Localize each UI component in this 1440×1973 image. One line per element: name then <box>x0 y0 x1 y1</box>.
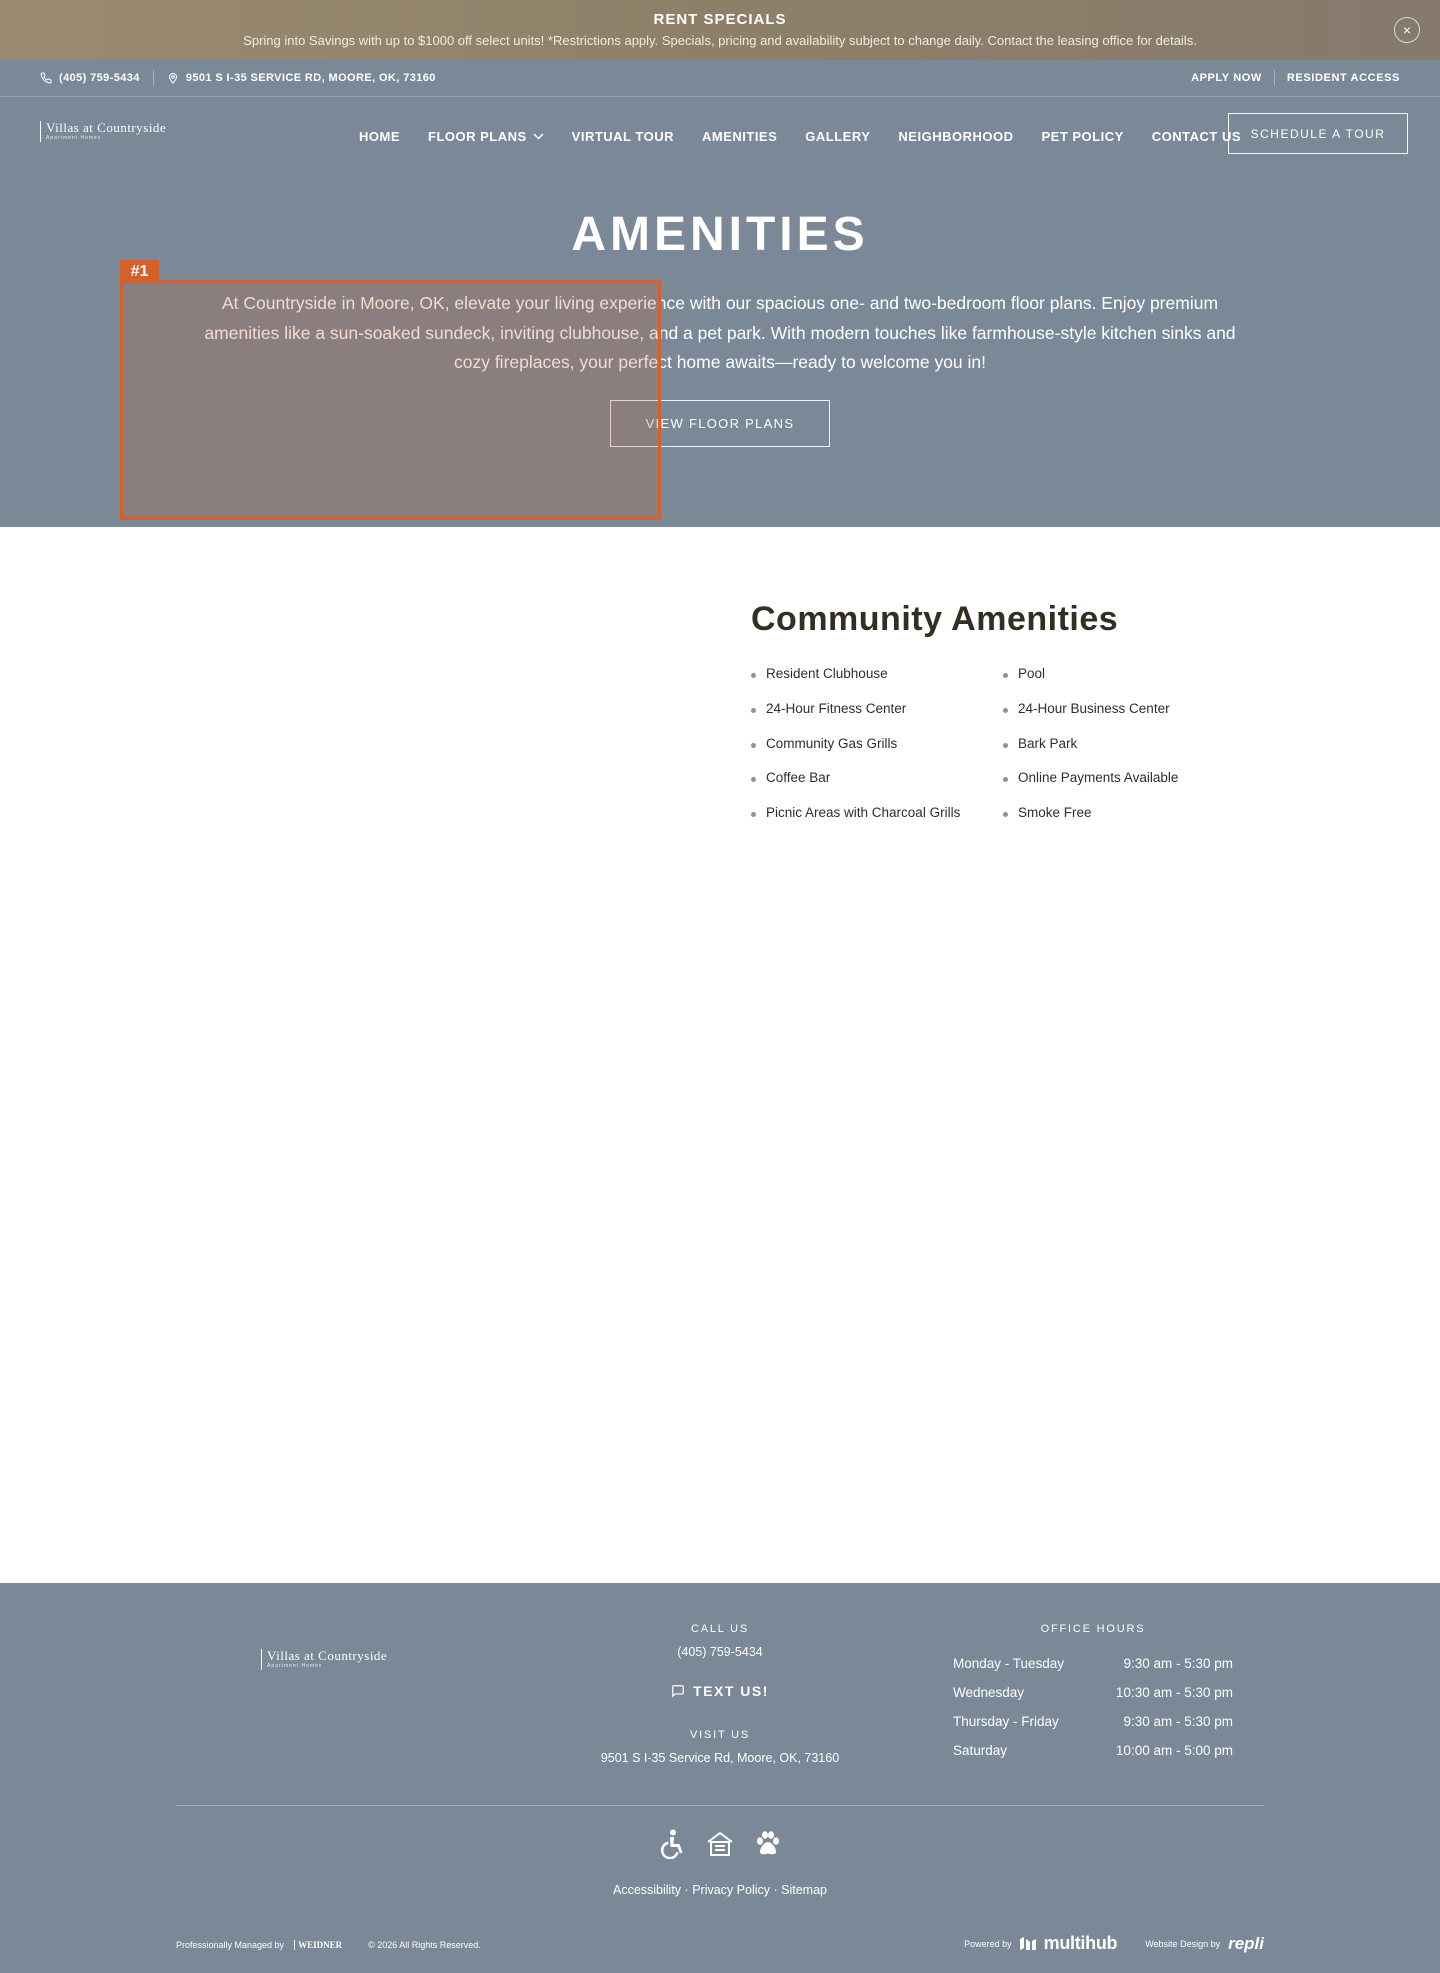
contact-info <box>40 70 436 86</box>
view-floor-plans-button[interactable]: VIEW FLOOR PLANS <box>610 400 830 447</box>
close-icon[interactable]: × <box>1394 17 1420 43</box>
footer-icons <box>0 1829 1440 1859</box>
multihub-logo-icon <box>1020 1937 1036 1950</box>
page-title: AMENITIES <box>571 208 869 261</box>
link-separator: · <box>684 1883 689 1897</box>
hours-row <box>953 1656 1233 1685</box>
management-info <box>176 1940 481 1950</box>
hours-row <box>953 1743 1233 1772</box>
managed-by-label: Professionally Managed by <box>176 1940 285 1950</box>
hours-row <box>953 1714 1233 1743</box>
hours-day: Saturday <box>953 1743 1008 1758</box>
nav-home[interactable]: HOME <box>359 129 400 144</box>
promo-text: Spring into Savings with up to $1000 off select units! *Restrictions apply. Specials, pricing and availability subject to change daily. Contact the leasing office for details. <box>243 33 1197 48</box>
list-item: Online Payments Available <box>1003 770 1178 805</box>
hours-time: 9:30 am - 5:30 pm <box>1123 1656 1233 1671</box>
divider <box>1274 70 1275 86</box>
hours-time: 10:00 am - 5:00 pm <box>1115 1743 1233 1758</box>
paw-icon <box>753 1829 783 1859</box>
list-item: Pool <box>1003 666 1178 701</box>
annotation-marker-box <box>120 280 661 520</box>
list-item: Community Gas Grills <box>751 736 960 771</box>
hours-row <box>953 1685 1233 1714</box>
credits <box>964 1933 1264 1954</box>
nav-virtual-tour[interactable]: VIRTUAL TOUR <box>571 129 674 144</box>
logo-name: Villas at Countryside <box>46 120 167 135</box>
resident-access-link[interactable]: RESIDENT ACCESS <box>1286 72 1400 84</box>
list-item: 24-Hour Business Center <box>1003 701 1178 736</box>
office-hours-label: OFFICE HOURS <box>1040 1623 1146 1635</box>
text-us-label: TEXT US! <box>693 1683 769 1699</box>
top-bar <box>0 60 1440 97</box>
footer-logo-name: Villas at Countryside <box>267 1648 388 1663</box>
hours-time: 10:30 am - 5:30 pm <box>1115 1685 1233 1700</box>
hours-day: Monday - Tuesday <box>953 1656 1065 1671</box>
multihub-logo[interactable]: multihub <box>1043 1933 1118 1953</box>
nav-links <box>359 129 1269 144</box>
footer-logo[interactable] <box>261 1649 387 1670</box>
hero-description: At Countryside in Moore, OK, elevate your living experience with our spacious one- and two-bedroom floor plans. Enjoy premium amenities like a sun-soaked sundeck, inviting clubhouse, and a pet park. With modern touches like farmhouse-style kitchen sinks and cozy fireplaces, your perfect home awaits—ready to welcome you in! <box>204 293 1236 372</box>
address-link[interactable] <box>167 72 436 84</box>
schedule-tour-button[interactable]: SCHEDULE A TOUR <box>1228 113 1408 154</box>
chevron-down-icon <box>533 133 544 140</box>
amenities-list-right <box>1003 666 1178 840</box>
list-item: Bark Park <box>1003 736 1178 771</box>
office-hours <box>953 1623 1233 1772</box>
list-item: Coffee Bar <box>751 770 960 805</box>
visit-us-label: VISIT US <box>689 1729 751 1741</box>
promo-title: RENT SPECIALS <box>653 11 787 28</box>
footer-divider <box>176 1805 1264 1806</box>
repli-logo[interactable]: repli <box>1228 1933 1264 1953</box>
nav-gallery[interactable]: GALLERY <box>805 129 871 144</box>
footer-address-link[interactable]: 9501 S I-35 Service Rd, Moore, OK, 73160 <box>600 1751 840 1765</box>
amenities-heading: Community Amenities <box>751 600 1119 638</box>
apply-now-link[interactable]: APPLY NOW <box>1191 72 1262 84</box>
footer-links <box>0 1883 1440 1897</box>
address-text: 9501 S I-35 SERVICE RD, MOORE, OK, 73160 <box>185 72 436 84</box>
phone-number: (405) 759-5434 <box>59 72 140 84</box>
logo-sub: Apartment Homes <box>46 135 102 141</box>
nav-floor-plans-label: FLOOR PLANS <box>428 129 527 144</box>
nav-amenities[interactable]: AMENITIES <box>701 129 778 144</box>
equal-housing-icon <box>705 1829 735 1859</box>
list-item: Resident Clubhouse <box>751 666 960 701</box>
promo-banner <box>0 0 1440 60</box>
list-item: Smoke Free <box>1003 805 1178 840</box>
copyright-text: © 2026 All Rights Reserved. <box>368 1940 481 1950</box>
location-pin-icon <box>167 72 179 84</box>
list-item: Picnic Areas with Charcoal Grills <box>751 805 960 840</box>
nav-contact-us[interactable]: CONTACT US <box>1151 129 1242 144</box>
accessibility-icon <box>657 1829 687 1859</box>
privacy-policy-link[interactable]: Privacy Policy <box>692 1883 770 1897</box>
footer-logo-sub: Apartment Homes <box>267 1663 323 1669</box>
powered-by-label: Powered by <box>964 1938 1012 1949</box>
main-nav <box>0 97 1440 177</box>
hours-day: Thursday - Friday <box>953 1714 1059 1729</box>
hero-section <box>0 60 1440 527</box>
amenities-list-left <box>751 666 960 840</box>
call-us-label: CALL US <box>690 1623 750 1635</box>
account-links <box>1191 70 1400 86</box>
hours-time: 9:30 am - 5:30 pm <box>1123 1714 1233 1729</box>
site-footer <box>0 1583 1440 1973</box>
accessibility-link[interactable]: Accessibility <box>612 1883 682 1897</box>
link-separator: · <box>773 1883 778 1897</box>
nav-pet-policy[interactable]: PET POLICY <box>1041 129 1124 144</box>
nav-floor-plans[interactable] <box>428 129 544 144</box>
design-by-label: Website Design by <box>1145 1938 1221 1949</box>
phone-link[interactable] <box>40 72 140 84</box>
chat-icon <box>671 1684 685 1698</box>
annotation-marker-label: #1 <box>120 260 159 283</box>
footer-contact <box>520 1623 920 1765</box>
divider <box>153 70 154 86</box>
hours-day: Wednesday <box>953 1685 1025 1700</box>
site-logo[interactable] <box>40 121 166 142</box>
nav-neighborhood[interactable]: NEIGHBORHOOD <box>898 129 1014 144</box>
list-item: 24-Hour Fitness Center <box>751 701 960 736</box>
text-us-button[interactable] <box>671 1683 769 1699</box>
phone-icon <box>40 72 52 84</box>
footer-phone-link[interactable]: (405) 759-5434 <box>677 1645 763 1659</box>
manager-logo[interactable]: WEIDNER <box>294 1940 342 1950</box>
sitemap-link[interactable]: Sitemap <box>781 1883 827 1897</box>
